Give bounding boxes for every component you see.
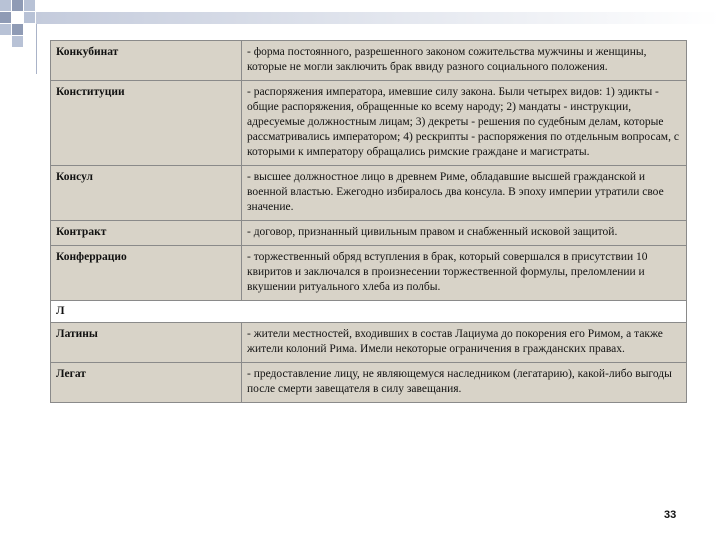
definition-cell: - распоряжения императора, имевшие силу закона. Были четырех видов: 1) эдикты - общие распоряжения, обращенные ко всему народу; 2) мандаты - инструкции, адресуемые должностным лицам; 3) декреты - решения по судебным делам, которые рассматривались императором; 4) рескрипты - распоряжения по отдельным вопросам, с которыми к императору обращались римские граждане и магистраты. xyxy=(242,81,687,166)
table-row xyxy=(51,323,687,363)
term-cell: Конферрацио xyxy=(51,246,242,301)
table-row xyxy=(51,246,687,301)
table-row xyxy=(51,81,687,166)
definition-cell: - предоставление лицу, не являющемуся наследником (легатарию), какой-либо выгоды после смерти завещателя в силу завещания. xyxy=(242,363,687,403)
header-bar xyxy=(36,12,720,24)
term-cell: Латины xyxy=(51,323,242,363)
section-letter: Л xyxy=(51,301,687,323)
page-number: 33 xyxy=(664,509,677,521)
term-cell: Консул xyxy=(51,166,242,221)
glossary-table xyxy=(50,40,687,403)
definition-cell: - торжественный обряд вступления в брак, который совершался в присутствии 10 квиритов и заключался в произнесении торжественной формулы, преломлении и вкушении ритуального хлеба из полбы. xyxy=(242,246,687,301)
definition-cell: - жители местностей, входивших в состав Лациума до покорения его Римом, а также жители колоний Рима. Имели некоторые ограничения в гражданских правах. xyxy=(242,323,687,363)
definition-cell: - высшее должностное лицо в древнем Риме, обладавшие высшей гражданской и военной властью. Ежегодно избиралось два консула. В эпоху империи утратили свое значение. xyxy=(242,166,687,221)
decorative-line xyxy=(36,24,37,74)
term-cell: Конкубинат xyxy=(51,41,242,81)
definition-cell: - форма постоянного, разрешенного законом сожительства мужчины и женщины, которые не могли заключить брак ввиду разного социального положения. xyxy=(242,41,687,81)
term-cell: Легат xyxy=(51,363,242,403)
table-row xyxy=(51,166,687,221)
table-row xyxy=(51,363,687,403)
definition-cell: - договор, признанный цивильным правом и снабженный исковой защитой. xyxy=(242,221,687,246)
term-cell: Контракт xyxy=(51,221,242,246)
table-row xyxy=(51,221,687,246)
term-cell: Конституции xyxy=(51,81,242,166)
table-row xyxy=(51,41,687,81)
letter-row xyxy=(51,301,687,323)
